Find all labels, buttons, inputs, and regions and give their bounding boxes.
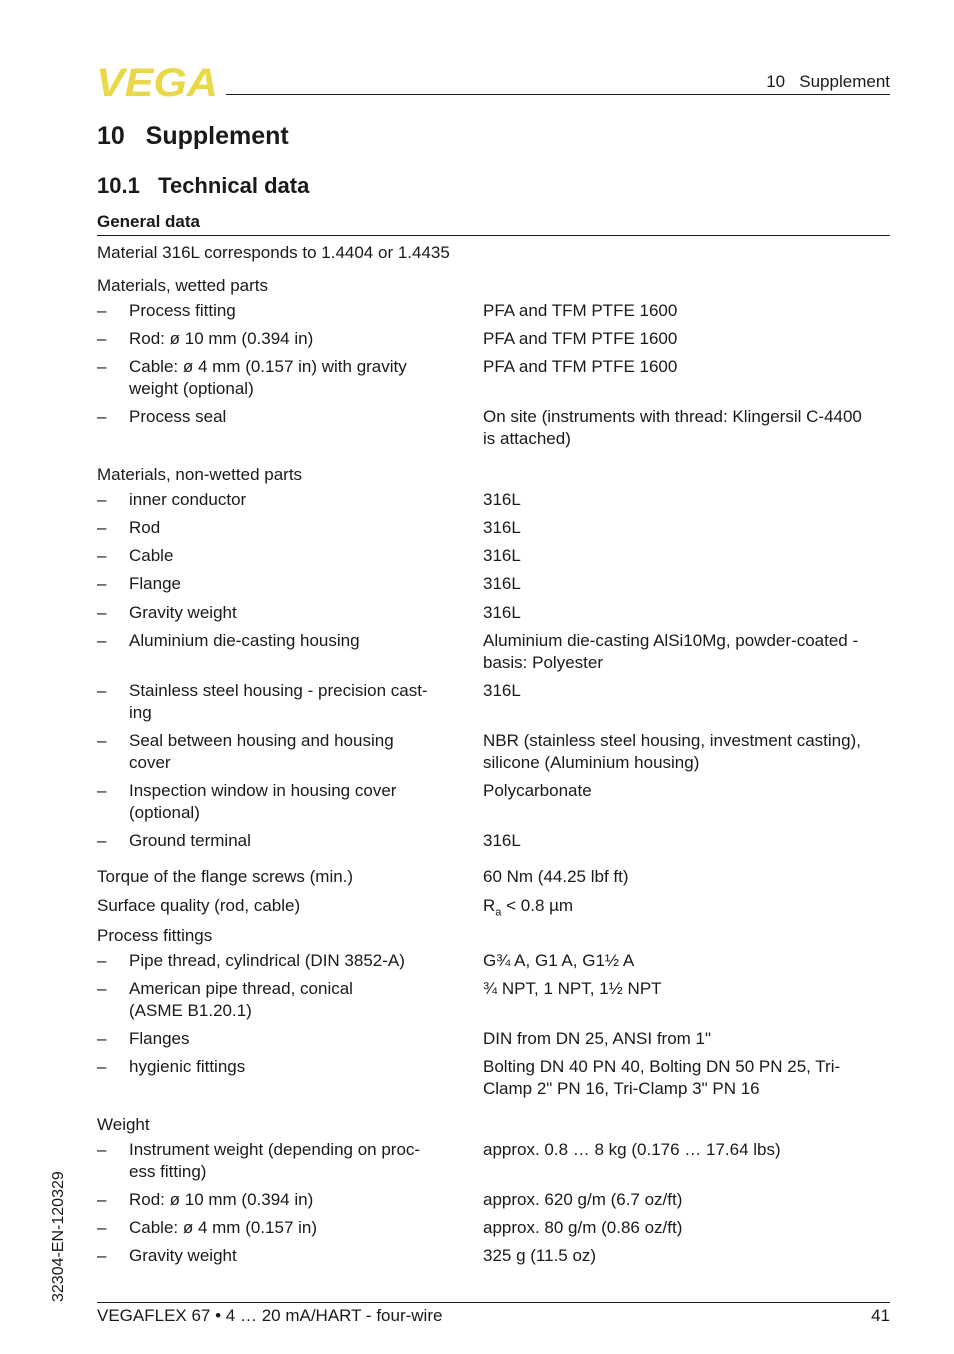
row-value: 316L [483,574,521,593]
list-dash: – [97,1140,107,1159]
row-value: Aluminium die-casting AlSi10Mg, powder-coated - [483,631,859,650]
row-value: is attached) [483,429,571,448]
footer-product: VEGAFLEX 67 • 4 … 20 mA/HART - four-wire [97,1306,443,1325]
list-dash: – [97,301,107,320]
section-title: 10.1 Technical data [97,173,310,198]
row-label: Inspection window in housing cover [129,781,397,800]
row-label: ess fitting) [129,1162,207,1181]
row-label: Instrument weight (depending on proc- [129,1140,421,1159]
row-value: PFA and TFM PTFE 1600 [483,329,678,348]
row-value: basis: Polyester [483,653,603,672]
wetted-heading: Materials, wetted parts [97,276,269,295]
row-label: Process seal [129,407,227,426]
row-label: Process fitting [129,301,236,320]
list-dash: – [97,1246,107,1265]
list-dash: – [97,781,107,800]
row-label: American pipe thread, conical [129,979,353,998]
row-value: Polycarbonate [483,781,592,800]
row-value: PFA and TFM PTFE 1600 [483,301,678,320]
list-dash: – [97,1218,107,1237]
row-value: 316L [483,831,521,850]
list-dash: – [97,1190,107,1209]
svg-text:VEGA: VEGA [96,64,218,98]
torque-label: Torque of the flange screws (min.) [97,867,354,886]
row-label: Cable: ø 4 mm (0.157 in) with gravity [129,357,407,376]
row-value: PFA and TFM PTFE 1600 [483,357,678,376]
row-label: Gravity weight [129,603,237,622]
row-label: Cable [129,546,174,565]
list-dash: – [97,831,107,850]
row-value: ¾ NPT, 1 NPT, 1½ NPT [483,979,662,998]
list-dash: – [97,979,107,998]
row-value: approx. 0.8 … 8 kg (0.176 … 17.64 lbs) [483,1140,781,1159]
row-label: Rod [129,518,161,537]
list-dash: – [97,731,107,750]
footer-rule [97,1302,890,1303]
row-value: approx. 620 g/m (6.7 oz/ft) [483,1190,683,1209]
row-value: silicone (Aluminium housing) [483,753,700,772]
row-label: Seal between housing and housing [129,731,394,750]
material-note: Material 316L corresponds to 1.4404 or 1.4435 [97,243,450,262]
row-label: Rod: ø 10 mm (0.394 in) [129,329,314,348]
list-dash: – [97,357,107,376]
weight-heading: Weight [97,1115,150,1134]
row-value: 316L [483,546,521,565]
row-value: G¾ A, G1 A, G1½ A [483,951,635,970]
row-label: Flanges [129,1029,190,1048]
nonwetted-heading: Materials, non-wetted parts [97,465,303,484]
row-label: cover [129,753,171,772]
header-rule [226,94,890,95]
row-label: Flange [129,574,181,593]
row-value: 316L [483,681,521,700]
row-label: hygienic fittings [129,1057,246,1076]
row-label: ing [129,703,152,722]
list-dash: – [97,631,107,650]
document-code: 32304-EN-120329 [50,1171,67,1302]
row-label: Stainless steel housing - precision cast- [129,681,428,700]
row-value: 316L [483,603,521,622]
list-dash: – [97,518,107,537]
list-dash: – [97,681,107,700]
fittings-heading: Process fittings [97,926,213,945]
chapter-title: 10 Supplement [97,122,289,150]
list-dash: – [97,1029,107,1048]
row-label: (ASME B1.20.1) [129,1001,252,1020]
running-header: 10 Supplement [766,72,890,91]
torque-value: 60 Nm (44.25 lbf ft) [483,867,629,886]
row-value: 316L [483,518,521,537]
vega-logo [96,64,220,98]
list-dash: – [97,1057,107,1076]
row-value: 316L [483,490,521,509]
list-dash: – [97,329,107,348]
row-label: Rod: ø 10 mm (0.394 in) [129,1190,314,1209]
list-dash: – [97,951,107,970]
page-number: 41 [871,1306,890,1325]
list-dash: – [97,574,107,593]
row-value: approx. 80 g/m (0.86 oz/ft) [483,1218,683,1237]
row-value: DIN from DN 25, ANSI from 1" [483,1029,712,1048]
row-label: Ground terminal [129,831,251,850]
row-label: Aluminium die-casting housing [129,631,360,650]
row-label: Pipe thread, cylindrical (DIN 3852-A) [129,951,405,970]
row-label: (optional) [129,803,200,822]
list-dash: – [97,407,107,426]
row-label: inner conductor [129,490,247,509]
list-dash: – [97,603,107,622]
row-value: 325 g (11.5 oz) [483,1246,597,1265]
row-value: Bolting DN 40 PN 40, Bolting DN 50 PN 25, Tri- [483,1057,841,1076]
row-value: Clamp 2" PN 16, Tri-Clamp 3" PN 16 [483,1079,760,1098]
row-label: Cable: ø 4 mm (0.157 in) [129,1218,318,1237]
row-value: NBR (stainless steel housing, investment casting), [483,731,861,750]
list-dash: – [97,546,107,565]
subsection-title: General data [97,212,200,231]
surface-label: Surface quality (rod, cable) [97,896,301,915]
row-value: On site (instruments with thread: Klingersil C-4400 [483,407,862,426]
section-rule [97,235,890,236]
row-label: weight (optional) [129,379,254,398]
surface-value: $R_a < 0.8$ µm [483,896,574,919]
list-dash: – [97,490,107,509]
row-label: Gravity weight [129,1246,237,1265]
